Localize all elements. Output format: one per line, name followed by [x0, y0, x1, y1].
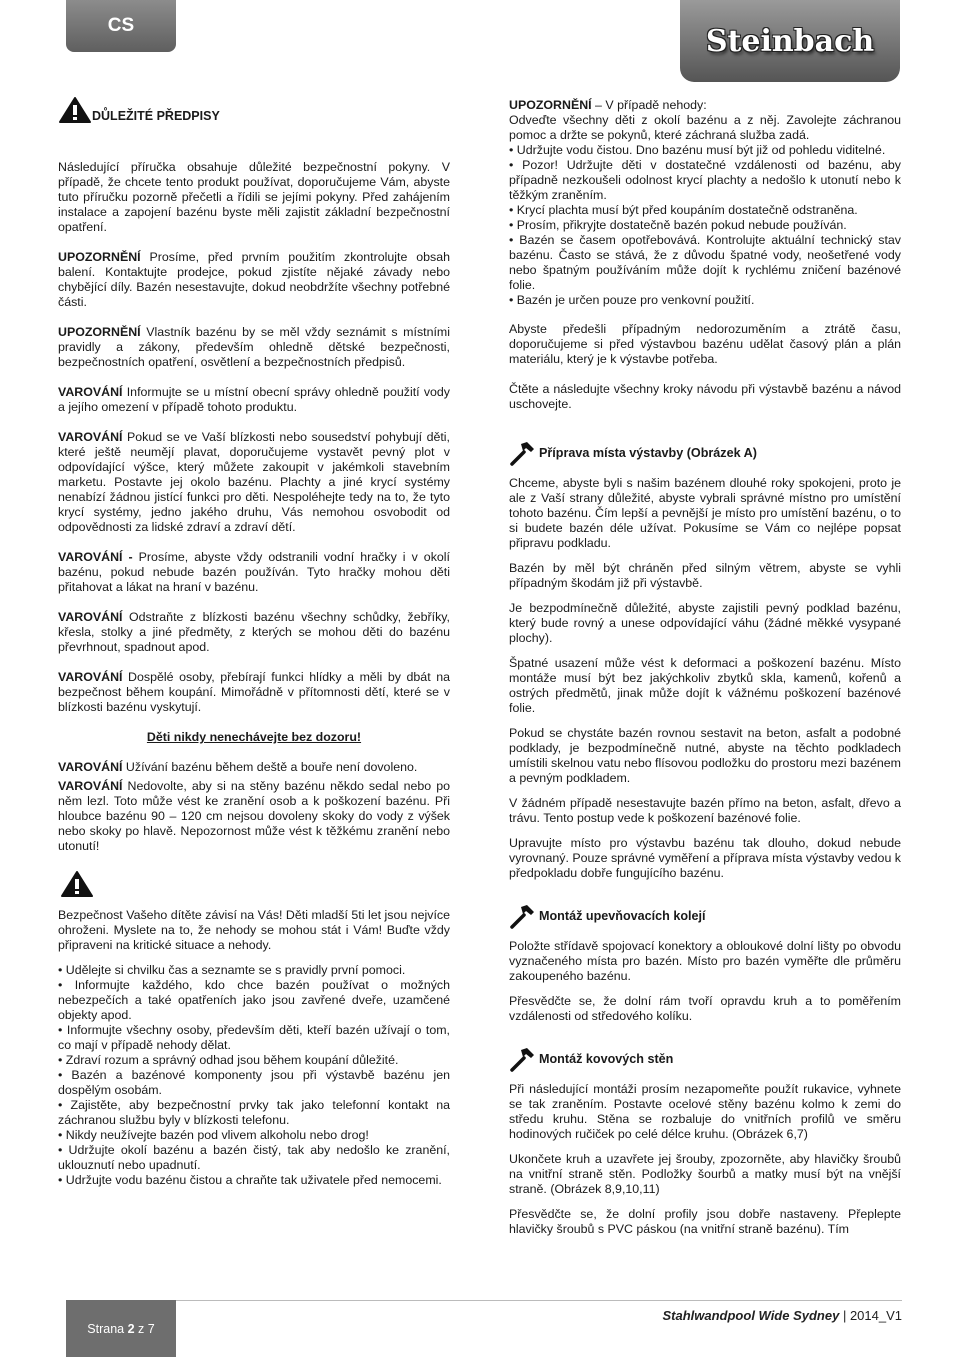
list-item: • Udržujte okolí bazénu a bazén čistý, tak aby nedošlo ke zranění, uklouznutí nebo upadnutí.: [58, 1143, 450, 1172]
language-code: CS: [107, 15, 135, 36]
list-item: • Pozor! Udržujte děti v dostatečné vzdálenosti od bazénu, aby případně nezkoušeli odolnost krycí plachty a nedošlo k utonutí nebo k těžkým zraněním.: [509, 158, 901, 202]
emergency-list: [509, 113, 901, 308]
warning-paragraph: VAROVÁNÍ Užívání bazénu během deště a bouře není dovoleno.: [58, 760, 418, 774]
section-heading: Montáž upevňovacích kolejí: [509, 903, 901, 929]
right-column: [509, 98, 901, 1247]
paragraph: V žádném případě nesestavujte bazén přímo na beton, asfalt, dřevo a trávu. Tento postup vede k poškození bazénové folie.: [509, 796, 901, 825]
warning-paragraph: VAROVÁNÍ Pokud se ve Vaší blízkosti nebo sousedství pohybují děti, které ještě neumějí plavat, doporučujeme vystavět pevný plot v odpovídající výšce, který můžete zakoupit v jakémkoli stavebním marketu. Postavte jej okolo bazénu. Plachty a jiné krycí systémy nenabízí žádnou jistící funkci pro děti. Nespoléhejte tedy na to, že tyto krycí systémy, jedno jakého druhu, Vás nemohou osvobodit od odpovědnosti za lidské zdraví a zdraví dětí.: [58, 430, 450, 534]
list-item: Odveďte všechny děti z okolí bazénu a z něj. Zavolejte záchranou pomoc a držte se pokynů, které záchraná služba zadá.: [509, 113, 901, 142]
list-item: • Udělejte si chvilku čas a seznamte se s pravidly první pomoci.: [58, 963, 406, 977]
paragraph: Chceme, abyste byli s našim bazénem dlouhé roky spokojeni, proto je ale z Vaší strany důležité, abyste vybrali správné místno pro umístění tohoto bazénu. Čím lepší a pevnější je místo pro umístění bazénu, o to si budete bazén déle užívat. Pokusíme se Vám co nejlépe popsat připravu podkladu.: [509, 476, 901, 550]
list-item: • Krycí plachta musí být před koupáním dostatečně odstraněna.: [509, 203, 858, 217]
paragraph: Je bezpodmínečně důležité, abyste zajistili pevný podklad bazénu, který bude rovný a unese odpovídající váhu (žádné měkké vysypané plochy).: [509, 601, 901, 645]
instructions-paragraph: Čtěte a následujte všechny kroky návodu při výstavbě bazénu a návod uschovejte.: [509, 382, 901, 411]
warning-icon: [58, 96, 92, 124]
list-item: • Bazén je určen pouze pro venkovní použití.: [509, 293, 755, 307]
hammer-icon: [509, 440, 535, 466]
paragraph: Při následující montáži prosím nezapomeňte použít rukavice, vyhnete se tak zraněním. Postavte ocelové stěny bazénu kolmo k zemi do středu kruhu. Stěna se rozbaluje do vnitřních profilů ve směru hodinových ručiček po celé délce kruhu. (Obrázek 6,7): [509, 1082, 901, 1141]
section-title-text: DŮLEŽITÉ PŘEDPISY: [92, 109, 220, 123]
notice-paragraph: UPOZORNĚNÍ Prosíme, před prvním použitím zkontrolujte obsah balení. Kontaktujte prodejce, pokud zjistíte nějaké závady nebo chybějící díly. Bazén nesestavujte, dokud neobdržíte všechny potřebné části.: [58, 250, 450, 309]
warning-paragraph: VAROVÁNÍ Dospělé osoby, přebírají funkci hlídky a měli by dbát na bezpečnost během koupání. Mimořádně v přítomnosti dětí, které se v blízkosti bazénu vyskytují.: [58, 670, 450, 714]
warning-paragraph: VAROVÁNÍ - Prosíme, abyste vždy odstranili vodní hračky i v okolí bazénu, pokud nebude bazén používán. Tyto hračky mohou děti přitahovat a lákat na hraní v bazénu.: [58, 550, 450, 594]
brand-name: Steinbach: [705, 23, 875, 59]
document-version: | 2014_V1: [839, 1308, 902, 1323]
page-number: 2: [127, 1321, 135, 1336]
warning-paragraph: VAROVÁNÍ Odstraňte z blízkosti bazénu všechny schůdky, žebříky, křesla, stolky a jiné předměty, z kterých se mohou děti do bazénu převrhnout, spadnout apod.: [58, 610, 450, 654]
page-indicator: Strana 2 z 7: [66, 1300, 176, 1357]
list-item: • Zdraví rozum a správný odhad jsou během koupání důležité.: [58, 1053, 399, 1067]
paragraph: Přesvědčte se, že dolní rám tvoří opravdu kruh a to poměřením vzdálenosti od středového kolíku.: [509, 994, 901, 1023]
section-body: [509, 1082, 901, 1237]
section-heading: Příprava místa výstavby (Obrázek A): [509, 440, 901, 466]
list-item: • Zajistěte, aby bezpečnostní prvky tak jako telefonní kontakt na záchranou službu byly v blízkosti telefonu.: [58, 1098, 450, 1127]
list-item: • Udržujte vodu čistou. Dno bazénu musí být již od pohledu viditelné.: [509, 143, 886, 157]
list-item: • Informujte každého, kdo chce bazén používat o možných nebezpečích a také opatřeních jako jsou zavřené dveře, uzamčené objekty apod.: [58, 978, 450, 1022]
safety-list: [58, 963, 450, 1188]
paragraph: Pokud se chystáte bazén rovnou sestavit na beton, asfalt a podobné podklady, je bezpodmínečně nutné, abyste na těchto podkladech umístili skelnou vatu nebo flísovou podložku do prostoru mezi bazénem a pevným podkladem.: [509, 726, 901, 785]
brand-logo: [680, 0, 900, 82]
emergency-heading: UPOZORNĚNÍ – V případě nehody:: [509, 98, 707, 112]
warning-paragraph: VAROVÁNÍ Informujte se u místní obecní správy ohledně použití vody a jejího omezení v případě tohoto produktu.: [58, 385, 450, 414]
language-tab: [66, 0, 176, 52]
list-item: • Bazén a bazénové komponenty jsou při výstavbě bazénu jen dospělým osobám.: [58, 1068, 450, 1097]
section-title: [58, 96, 450, 124]
notice-paragraph: UPOZORNĚNÍ Vlastník bazénu by se měl vždy seznámit s místními pravidly a zákony, především ohledně dětské bezpečnosti, bezpečnostních opatření, osvětlení a bezpečnostních předpisů.: [58, 325, 450, 369]
paragraph: Bazén by měl být chráněn před silným větrem, abyste se vyhli případným škodám již při výstavbě.: [509, 561, 901, 590]
section-body: [509, 939, 901, 1024]
list-item: • Udržujte vodu bazénu čistou a chraňte tak uživatele před nemocemi.: [58, 1173, 442, 1187]
planning-paragraph: Abyste předešli případným nedorozuměním a ztrátě času, doporučujeme si před výstavbou bazénu udělat časový plán a plán materiálu, který je k výstavbe potřeba.: [509, 322, 901, 366]
list-item: • Prosím, přikryjte dostatečně bazén pokud nebude používán.: [509, 218, 847, 232]
paragraph: Ukončete kruh a uzavřete jej šrouby, zpozorněte, aby hlavičky šroubů na vnitřní straně stěn. Podložky šourbů a matky musí být na vnější straně. (Obrázek 8,9,10,11): [509, 1152, 901, 1196]
paragraph: Upravujte místo pro výstavbu bazénu tak dlouho, dokud nebude vyrovnaný. Pouze správné vyměření a příprava místa výstavby vedou k předpokladu dobře fungujícího bazénu.: [509, 836, 901, 880]
hammer-icon: [509, 903, 535, 929]
product-name: Stahlwandpool Wide Sydney: [662, 1308, 840, 1323]
warning-icon: [60, 870, 94, 898]
warning-paragraph: VAROVÁNÍ Nedovolte, aby si na stěny bazénu někdo sedal nebo po něm lezl. Toto může vést ke zranění osob a k poškození bazénu. Při hloubce bazénu 90 – 120 cm nejsou dovoleny skoky do vody z výšek nebo skoky po hlavě. Nepozornost může vést k těžkému zranění nebo utonutí!: [58, 779, 450, 853]
supervision-notice: Děti nikdy nenechávejte bez dozoru!: [146, 730, 362, 744]
document-title: [662, 1308, 902, 1323]
left-column: [58, 96, 450, 1203]
hammer-icon: [509, 1046, 535, 1072]
list-item: • Informujte všechny osoby, především děti, kteří bazén užívají o tom, co mají v případě nehody dělat.: [58, 1023, 450, 1052]
section-heading: Montáž kovových stěn: [509, 1046, 901, 1072]
paragraph: Přesvědčte se, že dolní profily jsou dobře nastaveny. Přeplepte hlavičky šroubů s PVC páskou (na vnitřní straně bazénu). Tím: [509, 1207, 901, 1236]
paragraph: Položte střídavě spojovací konektory a obloukové dolní lišty po obvodu vyznačeného místa pro bazén. Místo pro bazén vyměřte dle průměru zakoupeného bazénu.: [509, 939, 901, 983]
list-item: • Nikdy neužívejte bazén pod vlivem alkoholu nebo drog!: [58, 1128, 369, 1142]
intro-paragraph: Následující příručka obsahuje důležité bezpečnostní pokyny. V případě, že chcete tento produkt používat, doporučujeme Vám, abyste tuto příručku pozorně přečetli a řídili se jejími pokyny. Před zahájením instalace a zapojení bazénu byste měli zajistit základní bezpečnostní opatření.: [58, 160, 450, 234]
list-item: • Bazén se časem opotřebovává. Kontrolujte aktuální technický stav bazénu. Často se stává, že z důvodu špatné vody, neošetřené vody nebo špatným používáním může dojít k rychlému zničení bazénové folie.: [509, 233, 901, 292]
section-body: [509, 476, 901, 881]
footer-divider: [176, 1300, 902, 1301]
safety-paragraph: Bezpečnost Vašeho dítěte závisí na Vás! Děti mladší 5ti let jsou nejvíce ohroženi. Myslete na to, že nehody se mohou stát i Vám! Buďte vždy připraveni na kritické situace a nehody.: [58, 908, 450, 952]
paragraph: Špatné usazení může vést k deformaci a poškození bazénu. Místo montáže musí být bez jakýchkoliv zbytků skla, kamenů, kořenů a ostrých předmětů, jinak může dojít k vážnému poškození bazénové folie.: [509, 656, 901, 715]
